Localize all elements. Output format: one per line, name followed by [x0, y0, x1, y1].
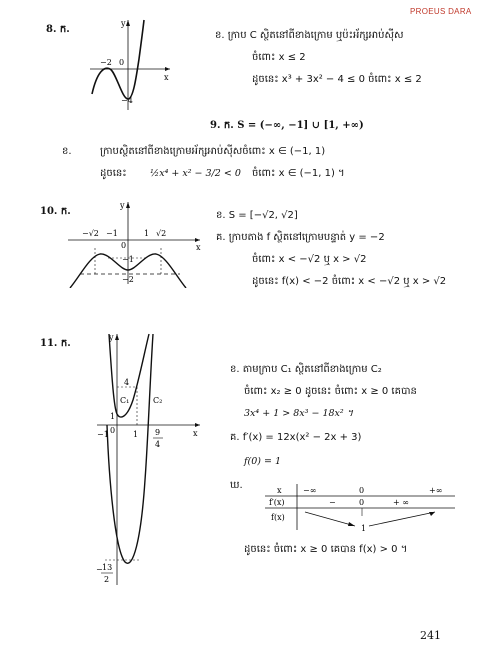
ex9-b-line2-pre: ដូចនេះ: [100, 168, 127, 179]
ex9-b-line1: ក្រាបស្ថិតនៅពីខាងក្រោមអ័ក្សអាប់ស៊ីសចំពោះ x ∈ (−1, 1): [100, 146, 326, 157]
ex11-label-zero: 0: [110, 426, 116, 435]
ex9-b-label: ខ.: [62, 146, 72, 157]
ex11-number: 11. ក.: [40, 338, 71, 349]
ex10-number: 10. ក.: [40, 206, 71, 217]
ex8-label-y: y: [121, 19, 126, 28]
ex11-c-line1: គ. f′(x) = 12x(x² − 2x + 3): [230, 432, 362, 443]
ex11-label-c2: C₂: [153, 396, 163, 405]
ex11-b-line1: ខ. តាមក្រាប C₁ ស្ថិតនៅពីខាងក្រោម C₂: [230, 364, 382, 375]
table-x-posinf: +∞: [429, 486, 443, 495]
ex10-b-line: ខ. S = [−√2, √2]: [216, 210, 298, 221]
ex8-label-zero: 0: [119, 58, 125, 67]
ex11-label-one: 1: [133, 430, 139, 439]
ex11-label-x: x: [193, 429, 198, 438]
table-f-min: 1: [361, 524, 367, 532]
ex11-d-label: ឃ.: [230, 480, 243, 491]
ex11-label-neg-sign: −: [96, 565, 103, 574]
table-x-neginf: −∞: [303, 486, 317, 495]
ex11-label-c1: C₁: [120, 396, 130, 405]
ex11-label-neg1: −1: [97, 430, 109, 439]
ex10-c-line3: ដូចនេះ f(x) < −2 ចំពោះ x < −√2 ឬ x > √2: [252, 276, 447, 287]
ex9-a-line: 9. ក. S = (−∞, −1] ∪ [1, +∞): [210, 120, 364, 131]
ex10-label-y: y: [120, 201, 125, 210]
table-fp-plus: + ∞: [393, 498, 409, 507]
ex11-b-line3: 3x⁴ + 1 > 8x³ − 18x² ។: [244, 408, 353, 419]
ex8-b-line2: ចំពោះ x ≤ 2: [252, 52, 306, 63]
ex10-label-one: 1: [144, 229, 150, 238]
ex10-c-line1: គ. ក្រាបតាង f ស្ថិតនៅក្រោមបន្ទាត់ y = −2: [216, 232, 385, 243]
ex10-label-sqrt2: √2: [156, 229, 167, 238]
ex11-label-thirteen: 13: [102, 563, 113, 572]
ex11-label-two-den: 2: [104, 575, 110, 584]
ex11-label-nine: 9: [155, 428, 161, 437]
ex11-graph: [95, 330, 215, 590]
ex10-label-x: x: [196, 243, 201, 252]
ex10-label-zero: 0: [121, 241, 127, 250]
table-f-label: f(x): [271, 513, 285, 522]
page-number: 241: [420, 629, 441, 642]
header-brand: PROEUS DARA: [410, 7, 472, 16]
ex11-c-line2: f(0) = 1: [244, 456, 282, 467]
ex10-graph: [60, 198, 210, 288]
ex10-label-neg1: −1: [106, 229, 118, 238]
ex11-label-four-den: 4: [155, 440, 161, 449]
ex10-c-line2: ចំពោះ x < −√2 ឬ x > √2: [252, 254, 367, 265]
ex8-label-neg4: −4: [121, 96, 133, 105]
ex11-conclusion: ដូចនេះ ចំពោះ x ≥ 0 គេបាន f(x) > 0 ។: [244, 544, 408, 555]
ex8-graph: [82, 14, 177, 114]
ex10-label-neg-sqrt2: −√2: [82, 229, 99, 238]
ex11-label-one-y: 1: [110, 412, 116, 421]
ex8-label-x: x: [164, 73, 169, 82]
ex10-label-minus1: −1: [122, 255, 134, 264]
table-x-label: x: [277, 486, 282, 495]
ex8-label-neg2: −2: [100, 58, 112, 67]
ex11-b-line2: ចំពោះ x₂ ≥ 0 ដូចនេះ ចំពោះ x ≥ 0 គេបាន: [244, 386, 417, 397]
table-fp-label: f′(x): [269, 498, 285, 507]
ex11-label-four: 4: [124, 378, 130, 387]
variation-table: [265, 482, 455, 532]
table-fp-minus: −: [329, 498, 336, 507]
ex10-label-minus2: −2: [122, 275, 134, 284]
ex9-b-expr: ½x⁴ + x² − 3/2 < 0: [150, 168, 241, 179]
ex8-number: 8. ក.: [46, 24, 70, 35]
ex11-label-y: y: [109, 333, 114, 342]
table-fp-zero: 0: [359, 498, 365, 507]
ex8-b-line1: ខ. ក្រាប C ស្ថិតនៅពីខាងក្រោម ឬប៉ះអ័ក្សអាប់ស៊ីស: [215, 30, 404, 41]
table-x-zero: 0: [359, 486, 365, 495]
ex9-b-line2-post: ចំពោះ x ∈ (−1, 1) ។: [252, 168, 345, 179]
ex8-b-line3: ដូចនេះ x³ + 3x² − 4 ≤ 0 ចំពោះ x ≤ 2: [252, 74, 422, 85]
